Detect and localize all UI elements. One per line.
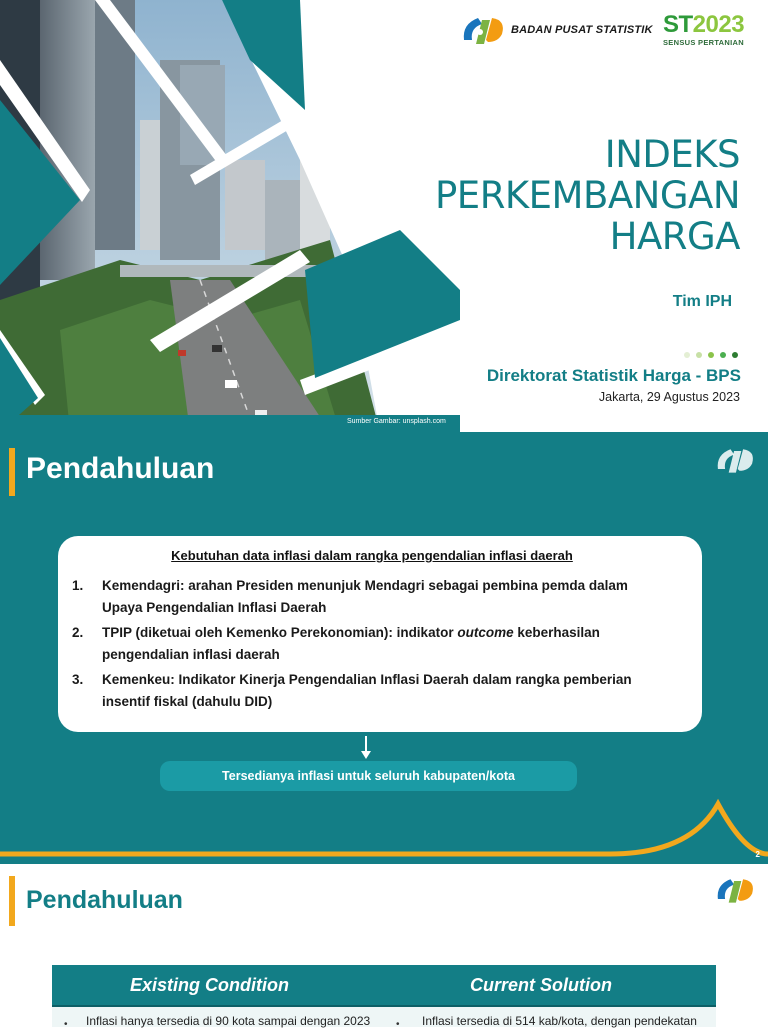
- decorative-dots: [684, 352, 738, 358]
- st-letters: ST: [663, 11, 693, 38]
- card-heading: Kebutuhan data inflasi dalam rangka pengendalian inflasi daerah: [171, 548, 573, 563]
- presentation-date: Jakarta, 29 Agustus 2023: [598, 390, 740, 404]
- dot-icon: [708, 352, 714, 358]
- slide-title: Pendahuluan: [26, 886, 183, 914]
- bullet-icon: •: [396, 1019, 400, 1030]
- list-item: [72, 622, 672, 666]
- comparison-table-header: [52, 965, 716, 1007]
- bps-logo-icon: [712, 442, 758, 478]
- item-number: 1.: [72, 578, 84, 593]
- title-line-1: INDEKS: [604, 133, 740, 176]
- title-line-2: PERKEMBANGAN: [435, 174, 740, 217]
- image-credit: Sumber Gambar: unsplash.com: [347, 418, 446, 425]
- header-current-solution: Current Solution: [470, 975, 612, 995]
- city-photo-collage: [0, 0, 460, 432]
- title-accent-bar: [9, 448, 15, 496]
- item-number: 3.: [72, 672, 84, 687]
- arrow-down-icon: [360, 736, 372, 760]
- slide-pendahuluan-2: [0, 864, 768, 1030]
- directorate: Direktorat Statistik Harga - BPS: [486, 366, 741, 385]
- st-year: 2023: [692, 11, 745, 38]
- bps-logo-icon: [712, 872, 758, 908]
- header-logos: [458, 10, 758, 52]
- item-text-tail: keberhasilan: [513, 625, 600, 640]
- item-text-cont: Upaya Pengendalian Inflasi Daerah: [102, 600, 327, 615]
- page-number: 2: [755, 850, 760, 859]
- item-number: 2.: [72, 625, 84, 640]
- item-text-cont: insentif fiskal (dahulu DID): [102, 694, 273, 709]
- dot-icon: [696, 352, 702, 358]
- title-line-3: HARGA: [609, 215, 740, 258]
- cover-title: [435, 134, 740, 257]
- cell-solution: Inflasi tersedia di 514 kab/kota, dengan pendekatan: [422, 1014, 697, 1028]
- title-accent-bar: [9, 876, 15, 926]
- bps-logo-icon: [458, 10, 508, 50]
- item-text: Kemenkeu: Indikator Kinerja Pengendalian Inflasi Daerah dalam rangka pemberian: [102, 672, 632, 687]
- sensus-label: SENSUS PERTANIAN: [663, 38, 744, 47]
- sensus-pertanian-logo: [663, 12, 744, 47]
- bps-name: BADAN PUSAT STATISTIK: [511, 24, 653, 36]
- list-item: [72, 669, 672, 713]
- needs-list: [72, 575, 672, 713]
- item-text-cont: pengendalian inflasi daerah: [102, 647, 280, 662]
- slide-title: Pendahuluan: [26, 452, 215, 485]
- decorative-peak-line: [0, 802, 768, 864]
- dot-icon: [720, 352, 726, 358]
- needs-card: [58, 536, 702, 732]
- item-text: TPIP (diketuai oleh Kemenko Perekonomian): indikator: [102, 625, 458, 640]
- item-text: Kemendagri: arahan Presiden menunjuk Mendagri sebagai pembina pemda dalam: [102, 578, 628, 593]
- slide-pendahuluan-1: [0, 432, 768, 864]
- bullet-icon: •: [64, 1019, 68, 1030]
- table-row: [52, 1007, 716, 1030]
- cover-slide: [0, 0, 768, 432]
- result-banner: Tersedianya inflasi untuk seluruh kabupaten/kota: [160, 761, 577, 791]
- dot-icon: [684, 352, 690, 358]
- item-emphasis: outcome: [457, 625, 514, 640]
- header-existing-condition: Existing Condition: [130, 975, 289, 995]
- dot-icon: [732, 352, 738, 358]
- cell-existing: Inflasi hanya tersedia di 90 kota sampai dengan 2023: [86, 1014, 371, 1028]
- team-name: Tim IPH: [672, 293, 732, 310]
- list-item: [72, 575, 672, 619]
